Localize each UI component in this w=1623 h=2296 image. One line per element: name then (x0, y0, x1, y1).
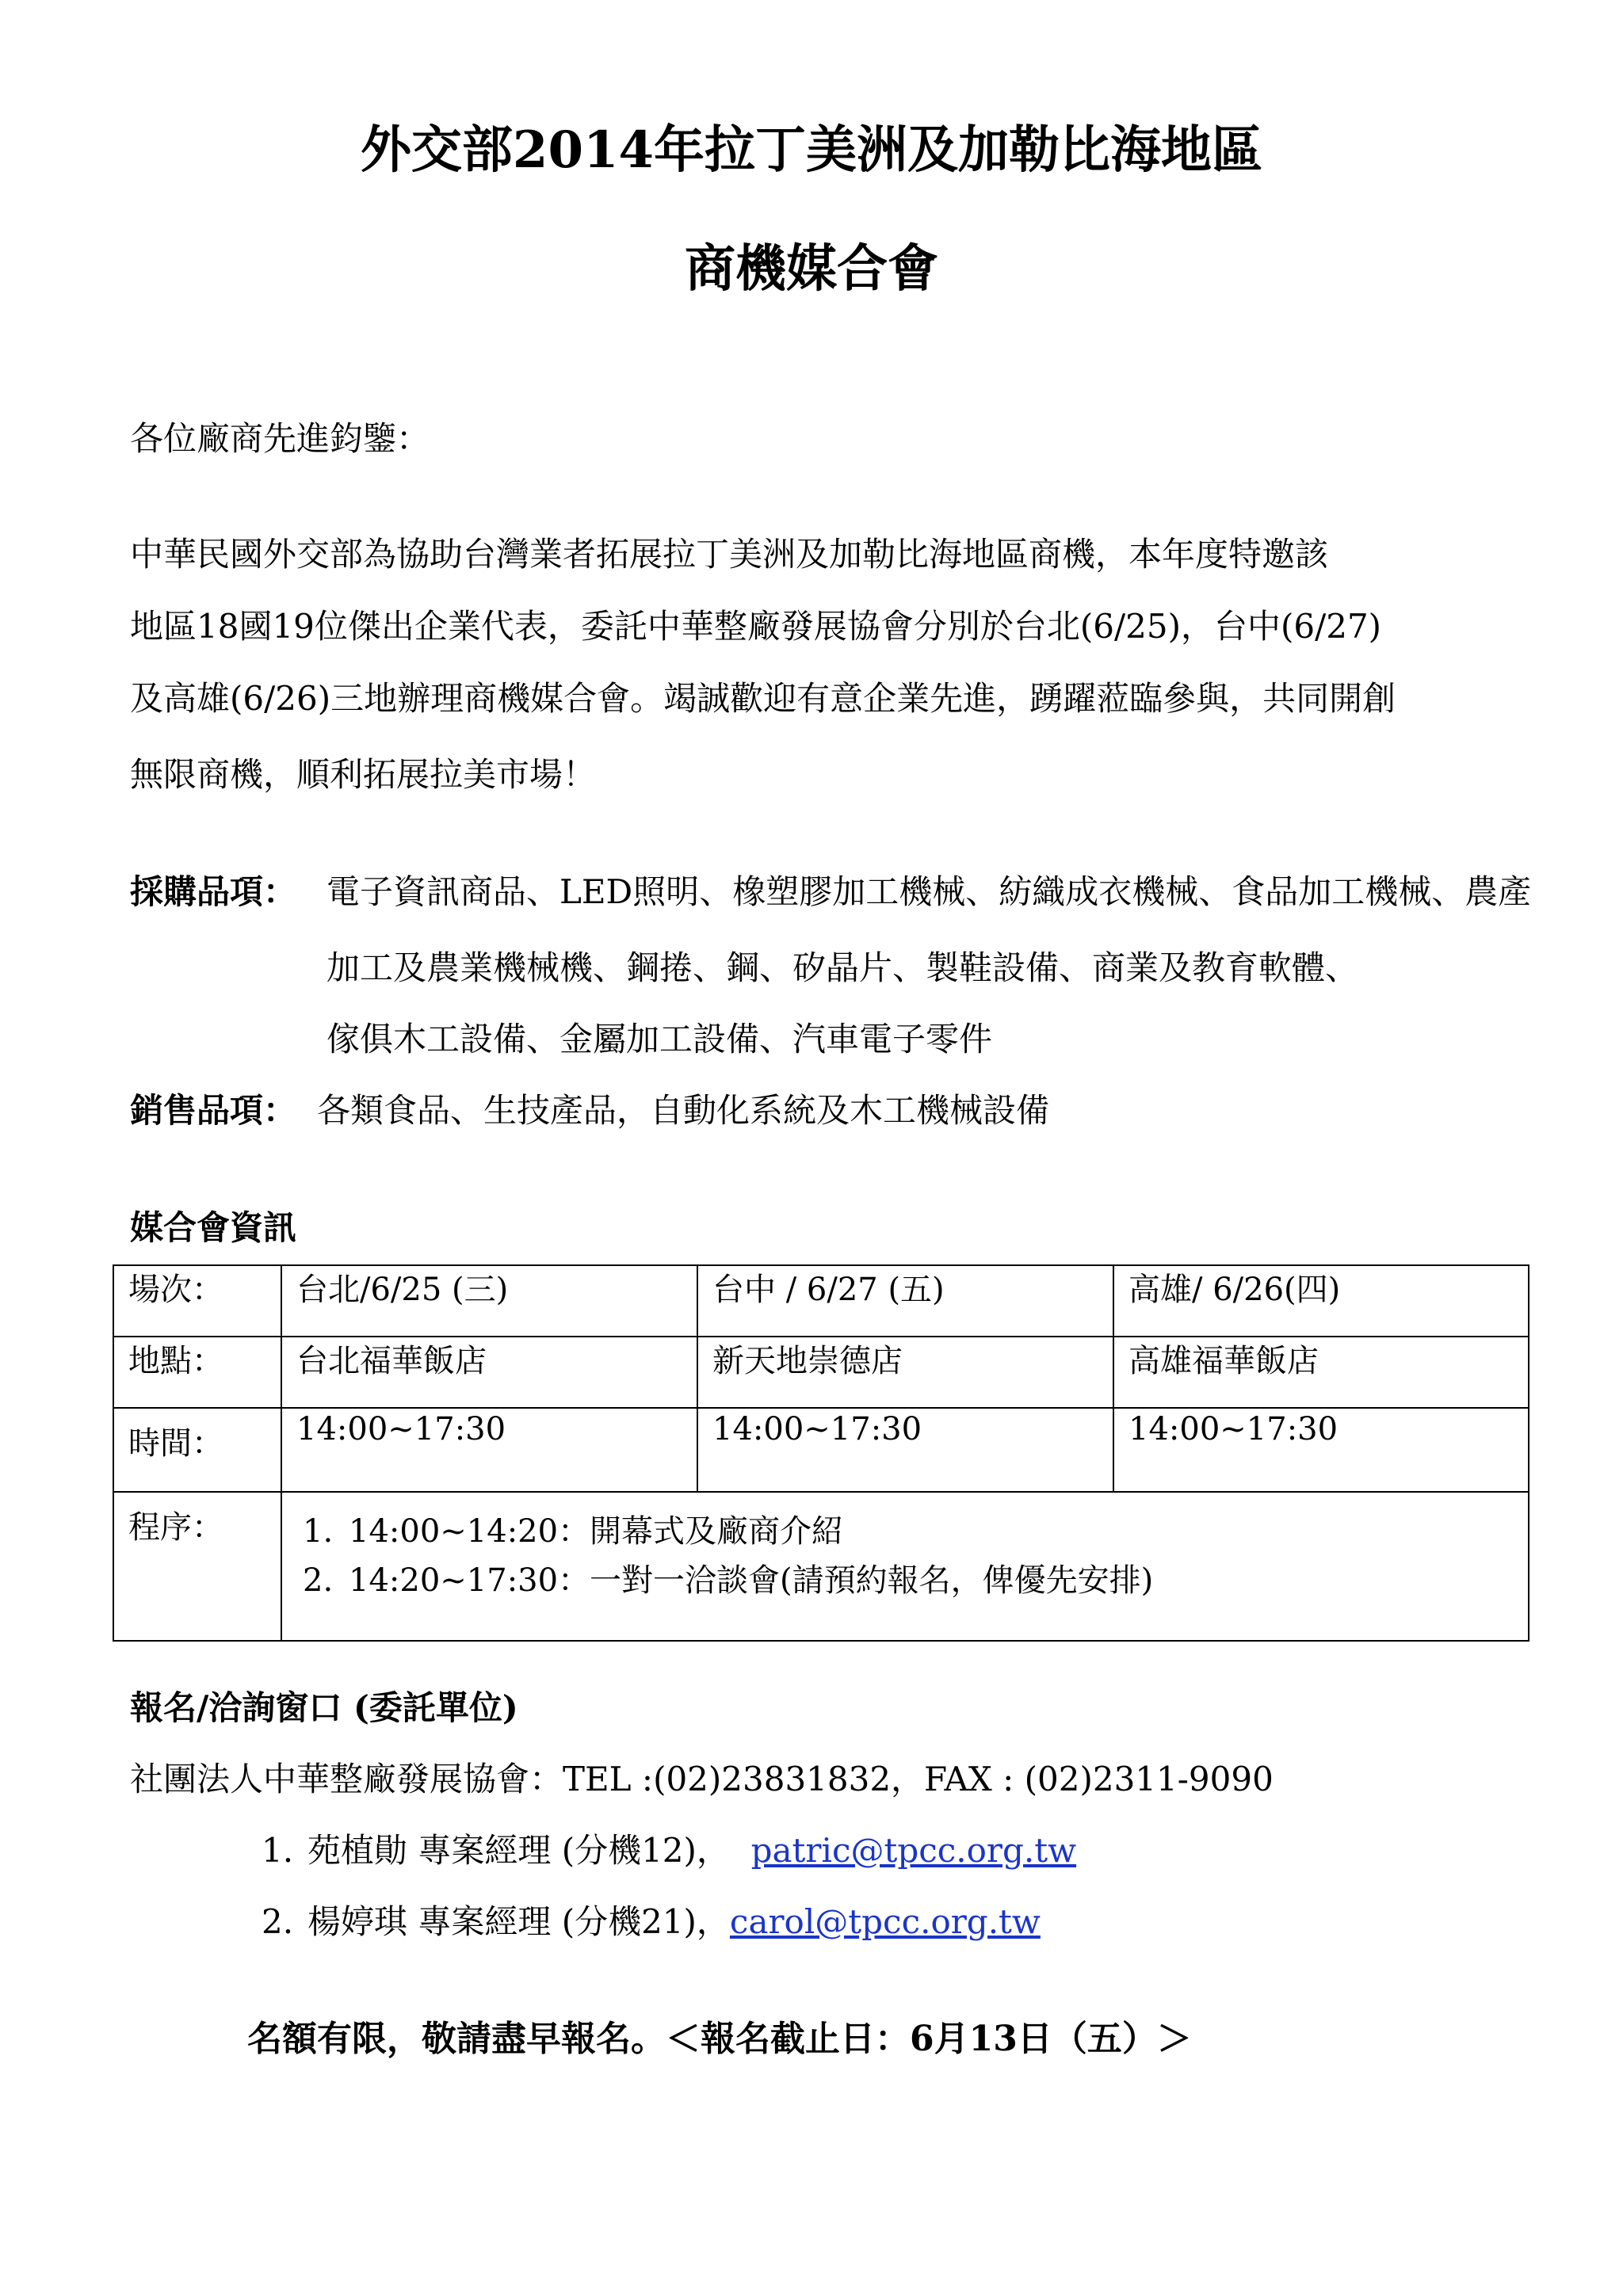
purchase-line-3: 傢俱木工設備、金屬加工設備、汽車電子零件 (327, 1020, 993, 1058)
meeting-heading: 媒合會資訊 (130, 1208, 297, 1247)
session-label: 場次： (113, 1265, 281, 1337)
time-taipei: 14:00~17:30 (281, 1408, 697, 1492)
session-taichung: 台中 / 6/27 (五) (697, 1265, 1113, 1337)
table-row-venue (113, 1337, 1529, 1408)
session-kaohsiung: 高雄/ 6/26(四) (1113, 1265, 1529, 1337)
time-label: 時間： (113, 1408, 281, 1492)
contact-person-2 (262, 1900, 1041, 1944)
program-cell (281, 1492, 1529, 1641)
greeting: 各位廠商先進鈞鑒： (130, 419, 430, 458)
title-line-2: 商機媒合會 (685, 239, 938, 299)
sales-label: 銷售品項： (130, 1091, 297, 1130)
program-item (296, 1556, 1514, 1605)
purchase-line-2: 加工及農業機械機、鋼捲、鋼、矽晶片、製鞋設備、商業及教育軟體、 (327, 948, 1359, 987)
sales-text: 各類食品、生技產品，自動化系統及木工機械設備 (317, 1091, 1050, 1130)
venue-taipei: 台北福華飯店 (281, 1337, 697, 1408)
purchase-line-1: 電子資訊商品、LED照明、橡塑膠加工機械、紡織成衣機械、食品加工機械、農產 (327, 872, 1532, 911)
purchase-label: 採購品項： (130, 872, 297, 911)
table-row-time (113, 1408, 1529, 1492)
program-label: 程序： (113, 1492, 281, 1641)
contact-person-1 (262, 1829, 1076, 1873)
email-link[interactable]: carol@tpcc.org.tw (729, 1902, 1041, 1941)
title-line-1: 外交部2014年拉丁美洲及加勒比海地區 (360, 120, 1263, 180)
time-kaohsiung: 14:00~17:30 (1113, 1408, 1529, 1492)
venue-kaohsiung: 高雄福華飯店 (1113, 1337, 1529, 1408)
venue-label: 地點： (113, 1337, 281, 1408)
table-row-session (113, 1265, 1529, 1337)
contact-person-text: 苑植勛 專案經理 (分機12)， (307, 1831, 730, 1870)
deadline-notice: 名額有限，敬請盡早報名。＜報名截止日：6月13日（五）＞ (247, 2019, 1192, 2059)
email-link[interactable]: patric@tpcc.org.tw (750, 1831, 1077, 1870)
venue-taichung: 新天地崇德店 (697, 1337, 1113, 1408)
program-item-text: 14:20~17:30：一對一洽談會(請預約報名，俾優先安排) (349, 1562, 1154, 1599)
contact-org-line: 社團法人中華整廠發展協會：TEL :(02)23831832，FAX : (02)2311-9090 (130, 1760, 1274, 1798)
intro-line-4: 無限商機，順利拓展拉美市場！ (130, 755, 597, 794)
intro-line-2: 地區18國19位傑出企業代表，委託中華整廠發展協會分別於台北(6/25)，台中(6/27) (130, 607, 1382, 646)
program-item-number: 2. (303, 1562, 334, 1599)
contact-person-number: 1. (262, 1831, 294, 1870)
meeting-info-table (113, 1264, 1529, 1642)
intro-line-1: 中華民國外交部為協助台灣業者拓展拉丁美洲及加勒比海地區商機，本年度特邀該 (130, 535, 1329, 574)
contact-person-text: 楊婷琪 專案經理 (分機21)， (307, 1902, 730, 1941)
time-taichung: 14:00~17:30 (697, 1408, 1113, 1492)
program-item (296, 1507, 1514, 1556)
program-item-text: 14:00~14:20：開幕式及廠商介紹 (349, 1513, 844, 1550)
intro-line-3: 及高雄(6/26)三地辦理商機媒合會。竭誠歡迎有意企業先進，踴躍蒞臨參與，共同開創 (130, 679, 1396, 718)
contact-person-number: 2. (262, 1902, 294, 1941)
table-row-program (113, 1492, 1529, 1641)
contact-heading: 報名/洽詢窗口 (委託單位) (130, 1688, 518, 1727)
session-taipei: 台北/6/25 (三) (281, 1265, 697, 1337)
program-item-number: 1. (303, 1513, 334, 1550)
